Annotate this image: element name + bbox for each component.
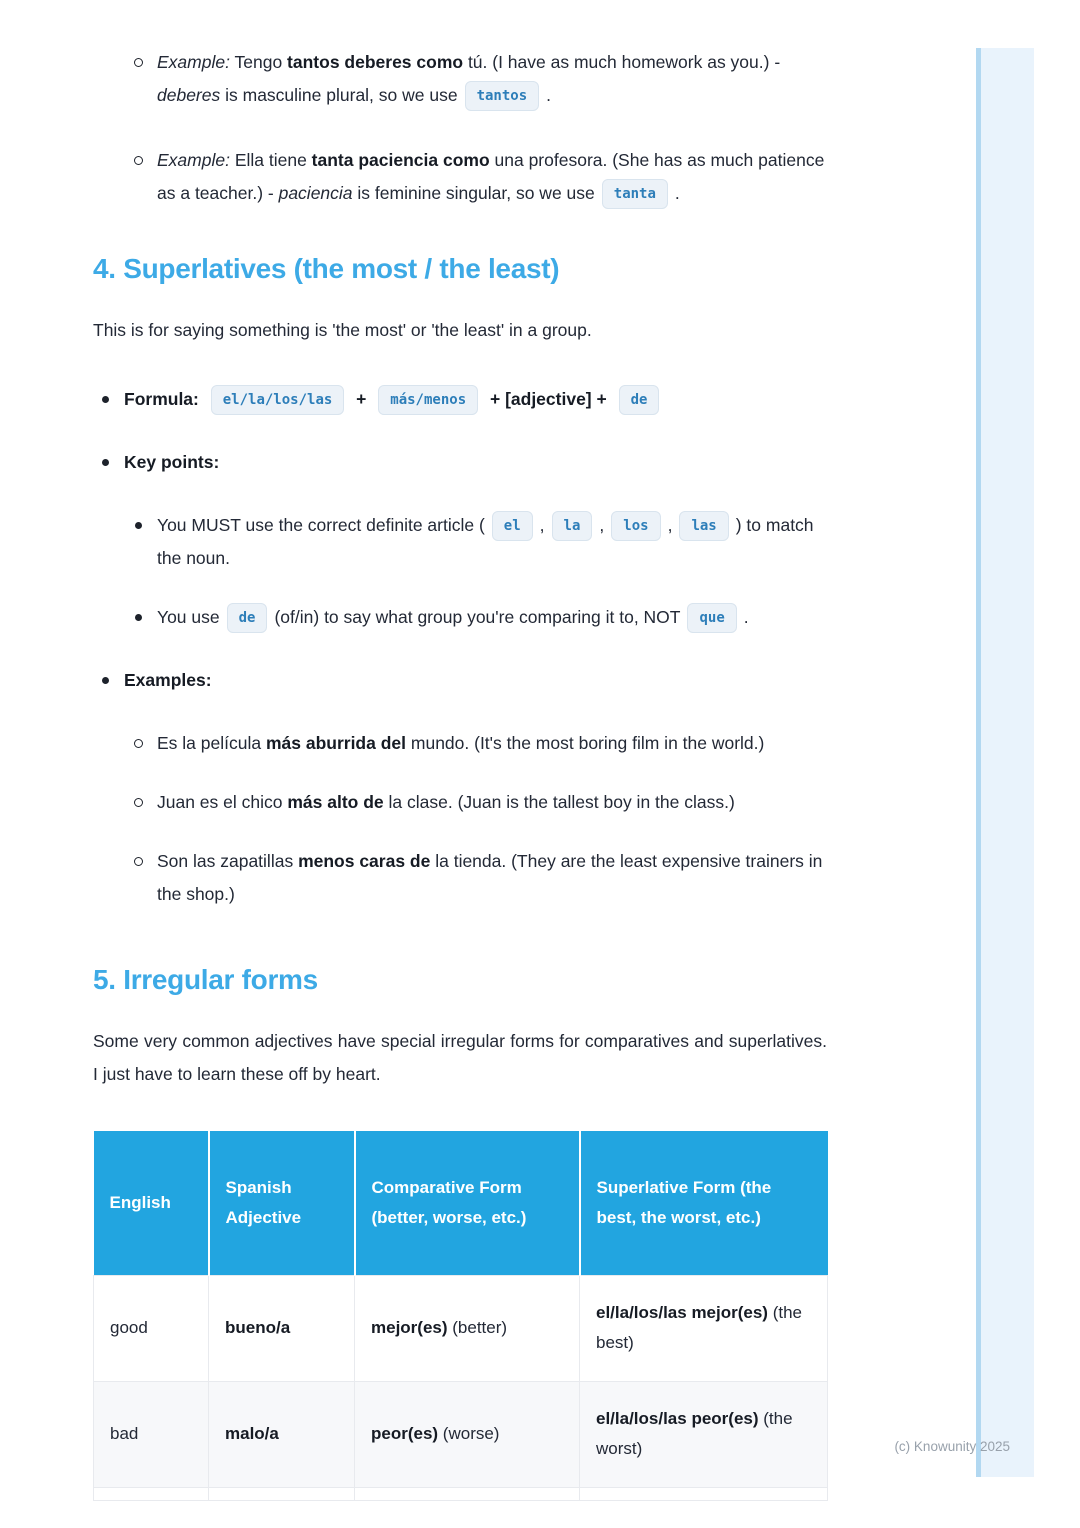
examples-item xyxy=(93,664,827,911)
text-segment: (the worst) xyxy=(596,1409,793,1458)
tanto-examples-list xyxy=(126,46,827,210)
key-points-label xyxy=(124,452,219,472)
text-segment: good xyxy=(110,1318,148,1337)
key-points-item xyxy=(93,446,827,634)
list-item xyxy=(126,509,827,575)
table-cell xyxy=(580,1381,828,1487)
text-segment: menos caras de xyxy=(298,851,431,871)
text-segment: Juan es el chico xyxy=(157,792,288,812)
list-item xyxy=(126,601,827,634)
text-segment: Examples: xyxy=(124,670,212,690)
formula-item xyxy=(93,383,827,416)
text-segment: , xyxy=(599,515,605,535)
text-segment: (worse) xyxy=(438,1424,500,1443)
column-header-comparative-form: Comparative Form (better, worse, etc.) xyxy=(355,1131,580,1275)
text-segment: is masculine plural, so we use xyxy=(220,85,458,105)
text-segment: You MUST use the correct definite article ( xyxy=(157,515,485,535)
text-segment: You use xyxy=(157,607,220,627)
text-segment: Es la película xyxy=(157,733,266,753)
code-chip: el/la/los/las xyxy=(211,385,345,415)
code-chip: el xyxy=(492,511,533,541)
section-5-heading: 5. Irregular forms xyxy=(93,964,318,995)
text-segment: . xyxy=(743,607,749,627)
section-4-heading: 4. Superlatives (the most / the least) xyxy=(93,253,560,284)
table-cell xyxy=(355,1487,580,1500)
text-segment: malo/a xyxy=(225,1424,279,1443)
column-header-spanish-adjective: Spanish Adjective xyxy=(209,1131,355,1275)
code-chip: la xyxy=(552,511,593,541)
text-segment: Tengo xyxy=(229,52,288,72)
text-segment: Example: xyxy=(157,150,230,170)
table-row xyxy=(94,1275,828,1381)
list-item xyxy=(126,727,827,760)
table-cell xyxy=(355,1381,580,1487)
text-segment: Formula: xyxy=(124,389,204,409)
examples-list xyxy=(126,727,827,911)
table-header-row xyxy=(94,1131,828,1275)
code-chip: de xyxy=(227,603,268,633)
table-cell xyxy=(355,1275,580,1381)
text-segment: bueno/a xyxy=(225,1318,291,1337)
text-segment: mundo. (It's the most boring film in the world.) xyxy=(406,733,765,753)
text-segment: la tienda. (They are the least expensive trainers in the shop.) xyxy=(157,851,823,904)
text-segment: (better) xyxy=(447,1318,508,1337)
list-item xyxy=(126,46,827,112)
code-chip: más/menos xyxy=(378,385,478,415)
table-cell xyxy=(209,1487,355,1500)
text-segment: . xyxy=(674,183,680,203)
table-cell xyxy=(94,1381,209,1487)
list-item xyxy=(126,144,827,210)
section-4-list xyxy=(93,383,827,911)
page-edge-strip xyxy=(976,48,1034,1477)
text-segment: Ella tiene xyxy=(229,150,312,170)
text-segment: Example: xyxy=(157,52,230,72)
text-segment: peor(es) xyxy=(371,1424,439,1443)
text-segment: + [adjective] + xyxy=(485,389,612,409)
code-chip: tantos xyxy=(465,81,540,111)
text-segment: , xyxy=(539,515,545,535)
text-segment: Son las zapatillas xyxy=(157,851,299,871)
section-5-intro: Some very common adjectives have special irregular forms for comparatives and superlatives. I just have to learn these off by heart. xyxy=(93,1031,827,1084)
table-cell xyxy=(94,1275,209,1381)
table-cell xyxy=(209,1275,355,1381)
text-segment: la clase. (Juan is the tallest boy in the class.) xyxy=(383,792,735,812)
text-segment: Key points: xyxy=(124,452,220,472)
table-row-cutoff xyxy=(94,1487,828,1500)
examples-label xyxy=(124,670,212,690)
text-segment: una profesora. (She has as much patience as a teacher.) - xyxy=(157,150,825,203)
irregular-forms-table xyxy=(93,1131,828,1501)
text-segment: tantos deberes como xyxy=(287,52,464,72)
code-chip: de xyxy=(619,385,660,415)
text-segment: + xyxy=(351,389,372,409)
text-segment: (the best) xyxy=(596,1303,802,1352)
code-chip: que xyxy=(687,603,736,633)
text-segment: is feminine singular, so we use xyxy=(352,183,595,203)
text-segment: bad xyxy=(110,1424,139,1443)
text-segment: mejor(es) xyxy=(371,1318,448,1337)
table-cell xyxy=(209,1381,355,1487)
list-item xyxy=(126,845,827,911)
text-segment: ) to match the noun. xyxy=(157,515,814,568)
text-segment: (of/in) to say what group you're comparing it to, NOT xyxy=(274,607,681,627)
text-segment: tanta paciencia como xyxy=(311,150,490,170)
text-segment: más aburrida del xyxy=(265,733,407,753)
text-segment: el/la/los/las peor(es) xyxy=(596,1409,759,1428)
table-cell xyxy=(580,1275,828,1381)
code-chip: las xyxy=(679,511,728,541)
key-points-list xyxy=(126,509,827,634)
text-segment: más alto de xyxy=(287,792,384,812)
text-segment: paciencia xyxy=(278,183,353,203)
watermark-text: (c) Knowunity 2025 xyxy=(894,1439,1010,1454)
section-4-intro: This is for saying something is 'the most' or 'the least' in a group. xyxy=(93,320,592,340)
text-segment: . xyxy=(546,85,552,105)
text-segment: tú. (I have as much homework as you.) - xyxy=(463,52,781,72)
table-cell xyxy=(94,1487,209,1500)
table-row xyxy=(94,1381,828,1487)
list-item xyxy=(126,786,827,819)
code-chip: los xyxy=(611,511,660,541)
code-chip: tanta xyxy=(602,179,668,209)
text-segment: deberes xyxy=(157,85,221,105)
text-segment: el/la/los/las mejor(es) xyxy=(596,1303,768,1322)
table-cell xyxy=(580,1487,828,1500)
text-segment: , xyxy=(667,515,673,535)
column-header-english: English xyxy=(94,1131,209,1275)
column-header-superlative-form: Superlative Form (the best, the worst, etc.) xyxy=(580,1131,828,1275)
